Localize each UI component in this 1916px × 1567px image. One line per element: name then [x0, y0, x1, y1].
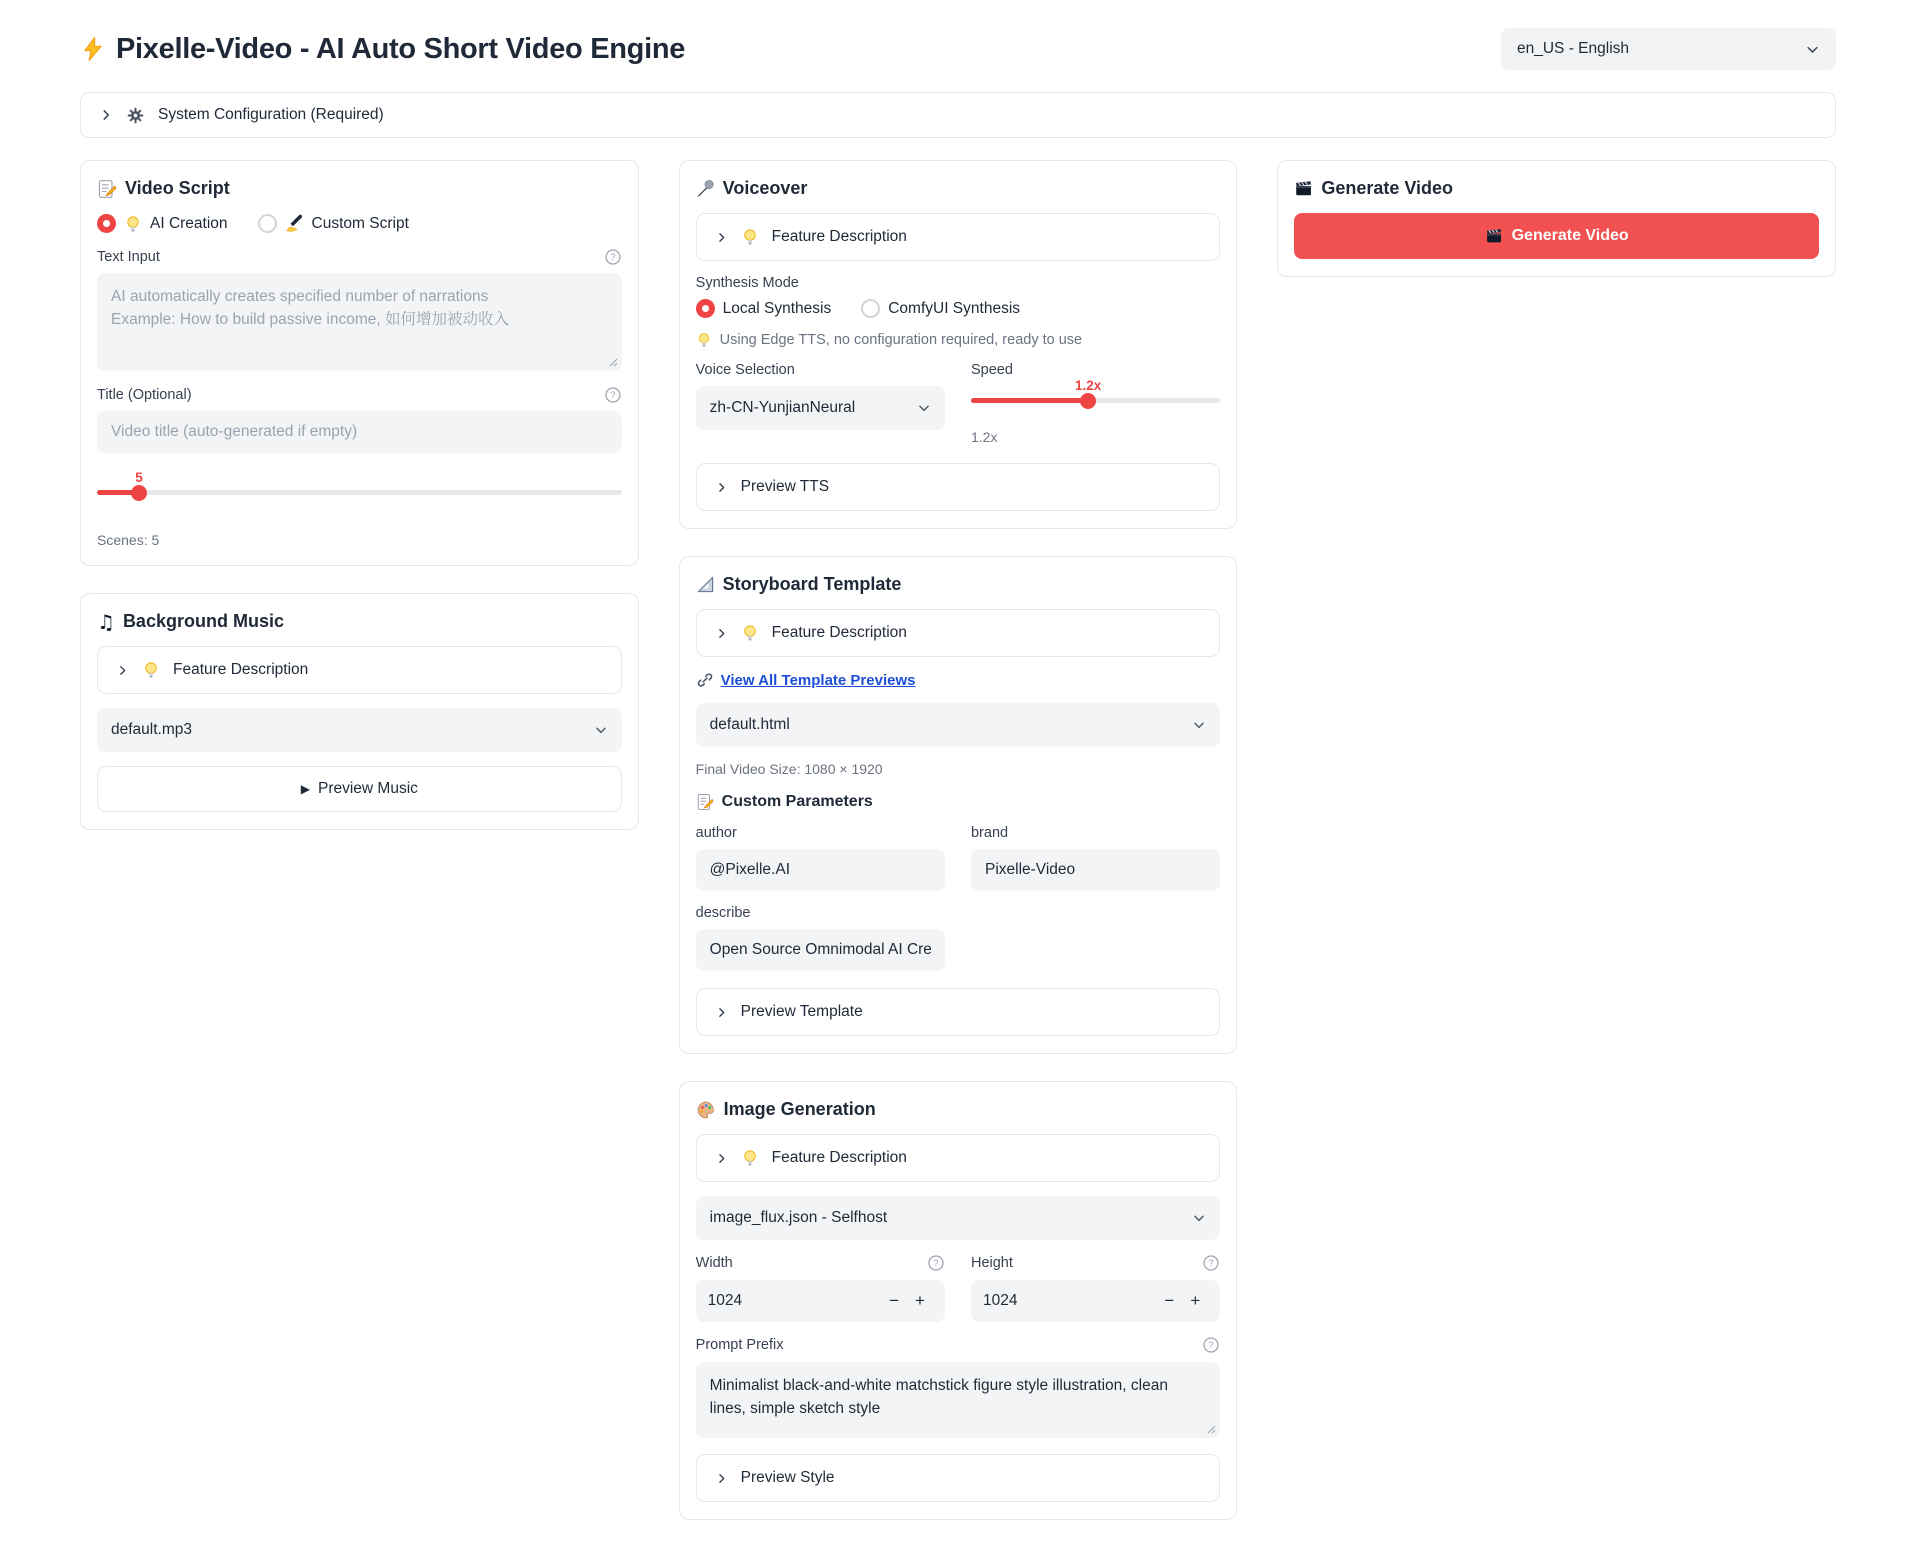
generate-video-title-row [1294, 178, 1819, 199]
svg-text:?: ? [1208, 1258, 1214, 1269]
view-all-template-previews-link[interactable]: View All Template Previews [720, 671, 916, 689]
speed-slider-value: 1.2x [1075, 378, 1102, 393]
voiceover-feature-description-accordion[interactable] [696, 213, 1221, 261]
author-brand-row [696, 825, 1221, 891]
chevron-down-icon [1192, 1211, 1206, 1225]
radio-selected-icon [696, 299, 715, 318]
storyboard-title: Storyboard Template [722, 574, 902, 594]
voiceover-card [679, 160, 1238, 529]
radio-ai-creation[interactable] [97, 214, 228, 233]
template-dropdown[interactable] [696, 703, 1221, 747]
height-value[interactable]: 1024 [982, 1292, 1018, 1309]
preview-tts-label: Preview TTS [740, 478, 830, 495]
speed-field [971, 362, 1220, 445]
textarea-placeholder-line1: AI automatically creates specified number of narrations [111, 288, 489, 305]
brand-label: brand [970, 825, 1009, 841]
scenes-info: Scenes: 5 [97, 532, 160, 548]
help-icon[interactable] [604, 248, 622, 266]
preview-music-label: Preview Music [317, 780, 418, 797]
radio-label: AI Creation [150, 214, 228, 232]
script-mode-radio-group [97, 214, 622, 233]
chevron-right-icon [715, 231, 728, 244]
palette-icon [696, 1100, 716, 1120]
text-input-field [97, 248, 622, 371]
bulb-icon [741, 624, 759, 642]
text-input-label: Text Input [97, 249, 160, 265]
custom-parameters-title: Custom Parameters [721, 793, 873, 810]
feature-description-label: Feature Description [771, 624, 907, 641]
textarea-placeholder-line2: Example: How to build passive income, 如何增加被动收入 [111, 311, 509, 329]
speed-slider-thumb[interactable] [1080, 393, 1096, 409]
lightning-icon [80, 36, 106, 62]
chevron-right-icon [116, 664, 129, 677]
help-icon[interactable] [604, 386, 622, 404]
resize-grip-icon[interactable] [609, 358, 618, 367]
preview-template-label: Preview Template [740, 1003, 863, 1020]
prompt-prefix-label: Prompt Prefix [695, 1337, 784, 1353]
storyboard-template-card [679, 556, 1238, 1054]
radio-label: Local Synthesis [722, 299, 832, 317]
brand-field [971, 825, 1220, 891]
brand-input[interactable] [971, 849, 1220, 891]
svg-text:?: ? [1208, 1340, 1214, 1351]
right-column [1277, 160, 1836, 277]
feature-description-label: Feature Description [173, 661, 309, 678]
video-title-input[interactable] [97, 411, 622, 453]
bulb-icon [741, 1149, 759, 1167]
final-video-size-info: Final Video Size: 1080 × 1920 [695, 761, 883, 777]
speed-slider-track[interactable] [971, 398, 1220, 403]
describe-input[interactable] [696, 929, 945, 971]
chevron-down-icon [1805, 42, 1820, 57]
preview-tts-accordion[interactable] [696, 463, 1221, 511]
scenes-slider-value: 5 [135, 470, 143, 485]
music-file-value: default.mp3 [111, 721, 192, 738]
feature-description-label: Feature Description [771, 228, 907, 245]
chevron-down-icon [917, 401, 931, 415]
app-title [80, 33, 685, 66]
video-script-title: Video Script [125, 178, 230, 198]
play-icon: ▶ [300, 782, 310, 796]
speed-label: Speed [970, 362, 1013, 378]
radio-unselected-icon [861, 299, 880, 318]
width-increment-button[interactable]: + [915, 1291, 925, 1310]
clapperboard-icon [1294, 179, 1313, 198]
feature-description-label: Feature Description [771, 1149, 907, 1166]
system-configuration-accordion[interactable] [80, 92, 1836, 138]
writing-hand-icon [285, 214, 304, 233]
script-textarea[interactable] [97, 273, 622, 371]
preview-style-label: Preview Style [740, 1469, 835, 1486]
main-grid [80, 160, 1836, 1520]
width-decrement-button[interactable]: − [889, 1291, 899, 1310]
scenes-slider-track[interactable] [97, 490, 622, 495]
bulb-icon [142, 661, 160, 679]
music-file-dropdown[interactable] [97, 708, 622, 752]
svg-text:?: ? [933, 1258, 939, 1269]
chevron-right-icon [715, 1006, 728, 1019]
width-field [696, 1254, 945, 1322]
chevron-right-icon [715, 627, 728, 640]
music-feature-description-accordion[interactable] [97, 646, 622, 694]
preview-style-accordion[interactable] [696, 1454, 1221, 1502]
template-value: default.html [709, 716, 790, 733]
radio-label: ComfyUI Synthesis [888, 299, 1021, 317]
chevron-down-icon [1192, 718, 1206, 732]
radio-local-synthesis[interactable] [696, 299, 832, 318]
speed-slider[interactable] [971, 378, 1220, 403]
clapperboard-icon [1485, 227, 1503, 245]
template-previews-link-row [696, 671, 1221, 689]
width-label: Width [695, 1255, 733, 1271]
prompt-prefix-value: Minimalist black-and-white matchstick figure style illustration, clean lines, simple sketch style [709, 1377, 1168, 1418]
workflow-dropdown[interactable] [696, 1196, 1221, 1240]
page-title: Pixelle-Video - AI Auto Short Video Engine [116, 32, 686, 65]
prompt-prefix-field [696, 1336, 1221, 1438]
generate-video-title: Generate Video [1321, 178, 1454, 198]
language-dropdown[interactable] [1501, 28, 1836, 70]
author-label: author [695, 825, 737, 841]
memo-icon [696, 793, 714, 811]
title-optional-label: Title (Optional) [97, 387, 192, 403]
radio-unselected-icon [258, 214, 277, 233]
author-field [696, 825, 945, 891]
system-configuration-label: System Configuration (Required) [158, 106, 384, 123]
synthesis-mode-radio-group [696, 299, 1221, 318]
voice-selection-field [696, 362, 945, 445]
middle-column [679, 160, 1238, 1520]
preview-template-accordion[interactable] [696, 988, 1221, 1036]
resize-grip-icon[interactable] [1207, 1425, 1216, 1434]
height-decrement-button[interactable]: − [1164, 1291, 1175, 1310]
custom-parameters-title-row [696, 793, 1221, 811]
memo-icon [97, 179, 117, 199]
video-script-title-row [97, 178, 622, 199]
describe-field [696, 905, 945, 971]
voice-selection-label: Voice Selection [695, 362, 795, 378]
bulb-icon [696, 332, 712, 348]
left-column [80, 160, 639, 830]
topbar [80, 28, 1836, 70]
generate-video-card [1277, 160, 1836, 277]
speed-info: 1.2x [970, 429, 998, 445]
title-field [97, 386, 622, 453]
chevron-right-icon [715, 481, 728, 494]
link-icon [696, 671, 714, 689]
prompt-prefix-textarea[interactable] [696, 1362, 1221, 1438]
edge-tts-hint [696, 332, 1221, 348]
svg-text:?: ? [610, 390, 616, 401]
image-feature-description-accordion[interactable] [696, 1134, 1221, 1182]
radio-selected-icon [97, 214, 116, 233]
chevron-right-icon [99, 108, 113, 122]
chevron-down-icon [594, 723, 608, 737]
describe-label: describe [695, 905, 751, 921]
voiceover-title: Voiceover [722, 178, 808, 198]
height-label: Height [970, 1255, 1013, 1271]
image-generation-title-row [696, 1099, 1221, 1120]
music-note-icon: ♫ [97, 609, 115, 634]
radio-custom-script[interactable] [258, 214, 409, 233]
edge-tts-hint-text: Using Edge TTS, no configuration required, ready to use [719, 332, 1083, 348]
generate-video-button-label: Generate Video [1511, 227, 1629, 244]
gear-icon [126, 106, 145, 125]
voice-speed-row [696, 362, 1221, 445]
language-dropdown-value: en_US - English [1517, 40, 1630, 57]
preview-music-button[interactable] [97, 766, 622, 812]
microphone-icon [696, 179, 715, 198]
scenes-slider-thumb[interactable] [131, 485, 147, 501]
scenes-slider[interactable] [97, 470, 622, 495]
chevron-right-icon [715, 1152, 728, 1165]
storyboard-feature-description-accordion[interactable] [696, 609, 1221, 657]
radio-label: Custom Script [311, 214, 409, 232]
background-music-title: Background Music [122, 611, 284, 631]
author-input[interactable] [696, 849, 945, 891]
image-generation-card [679, 1081, 1238, 1520]
background-music-card [80, 593, 639, 830]
chevron-right-icon [715, 1472, 728, 1485]
workflow-value: image_flux.json - Selfhost [709, 1209, 888, 1226]
bulb-icon [741, 228, 759, 246]
voiceover-title-row [696, 178, 1221, 199]
height-stepper [971, 1280, 1220, 1322]
width-height-row [696, 1254, 1221, 1322]
voice-selection-dropdown[interactable] [696, 386, 945, 430]
width-stepper [696, 1280, 945, 1322]
generate-video-button[interactable] [1294, 213, 1819, 259]
video-script-card [80, 160, 639, 566]
help-icon[interactable] [1202, 1336, 1220, 1354]
background-music-title-row [97, 611, 622, 632]
svg-text:?: ? [610, 252, 616, 263]
radio-comfyui-synthesis[interactable] [861, 299, 1020, 318]
triangle-ruler-icon [696, 575, 715, 594]
bulb-icon [124, 215, 142, 233]
voice-selection-value: zh-CN-YunjianNeural [709, 399, 856, 416]
height-field [971, 1254, 1220, 1322]
synthesis-mode-label: Synthesis Mode [695, 275, 799, 291]
storyboard-title-row [696, 574, 1221, 595]
help-icon[interactable] [927, 1254, 945, 1272]
describe-row [696, 905, 1221, 971]
help-icon[interactable] [1202, 1254, 1220, 1272]
image-generation-title: Image Generation [723, 1099, 876, 1119]
width-value[interactable]: 1024 [707, 1292, 743, 1309]
height-increment-button[interactable]: + [1190, 1291, 1201, 1310]
